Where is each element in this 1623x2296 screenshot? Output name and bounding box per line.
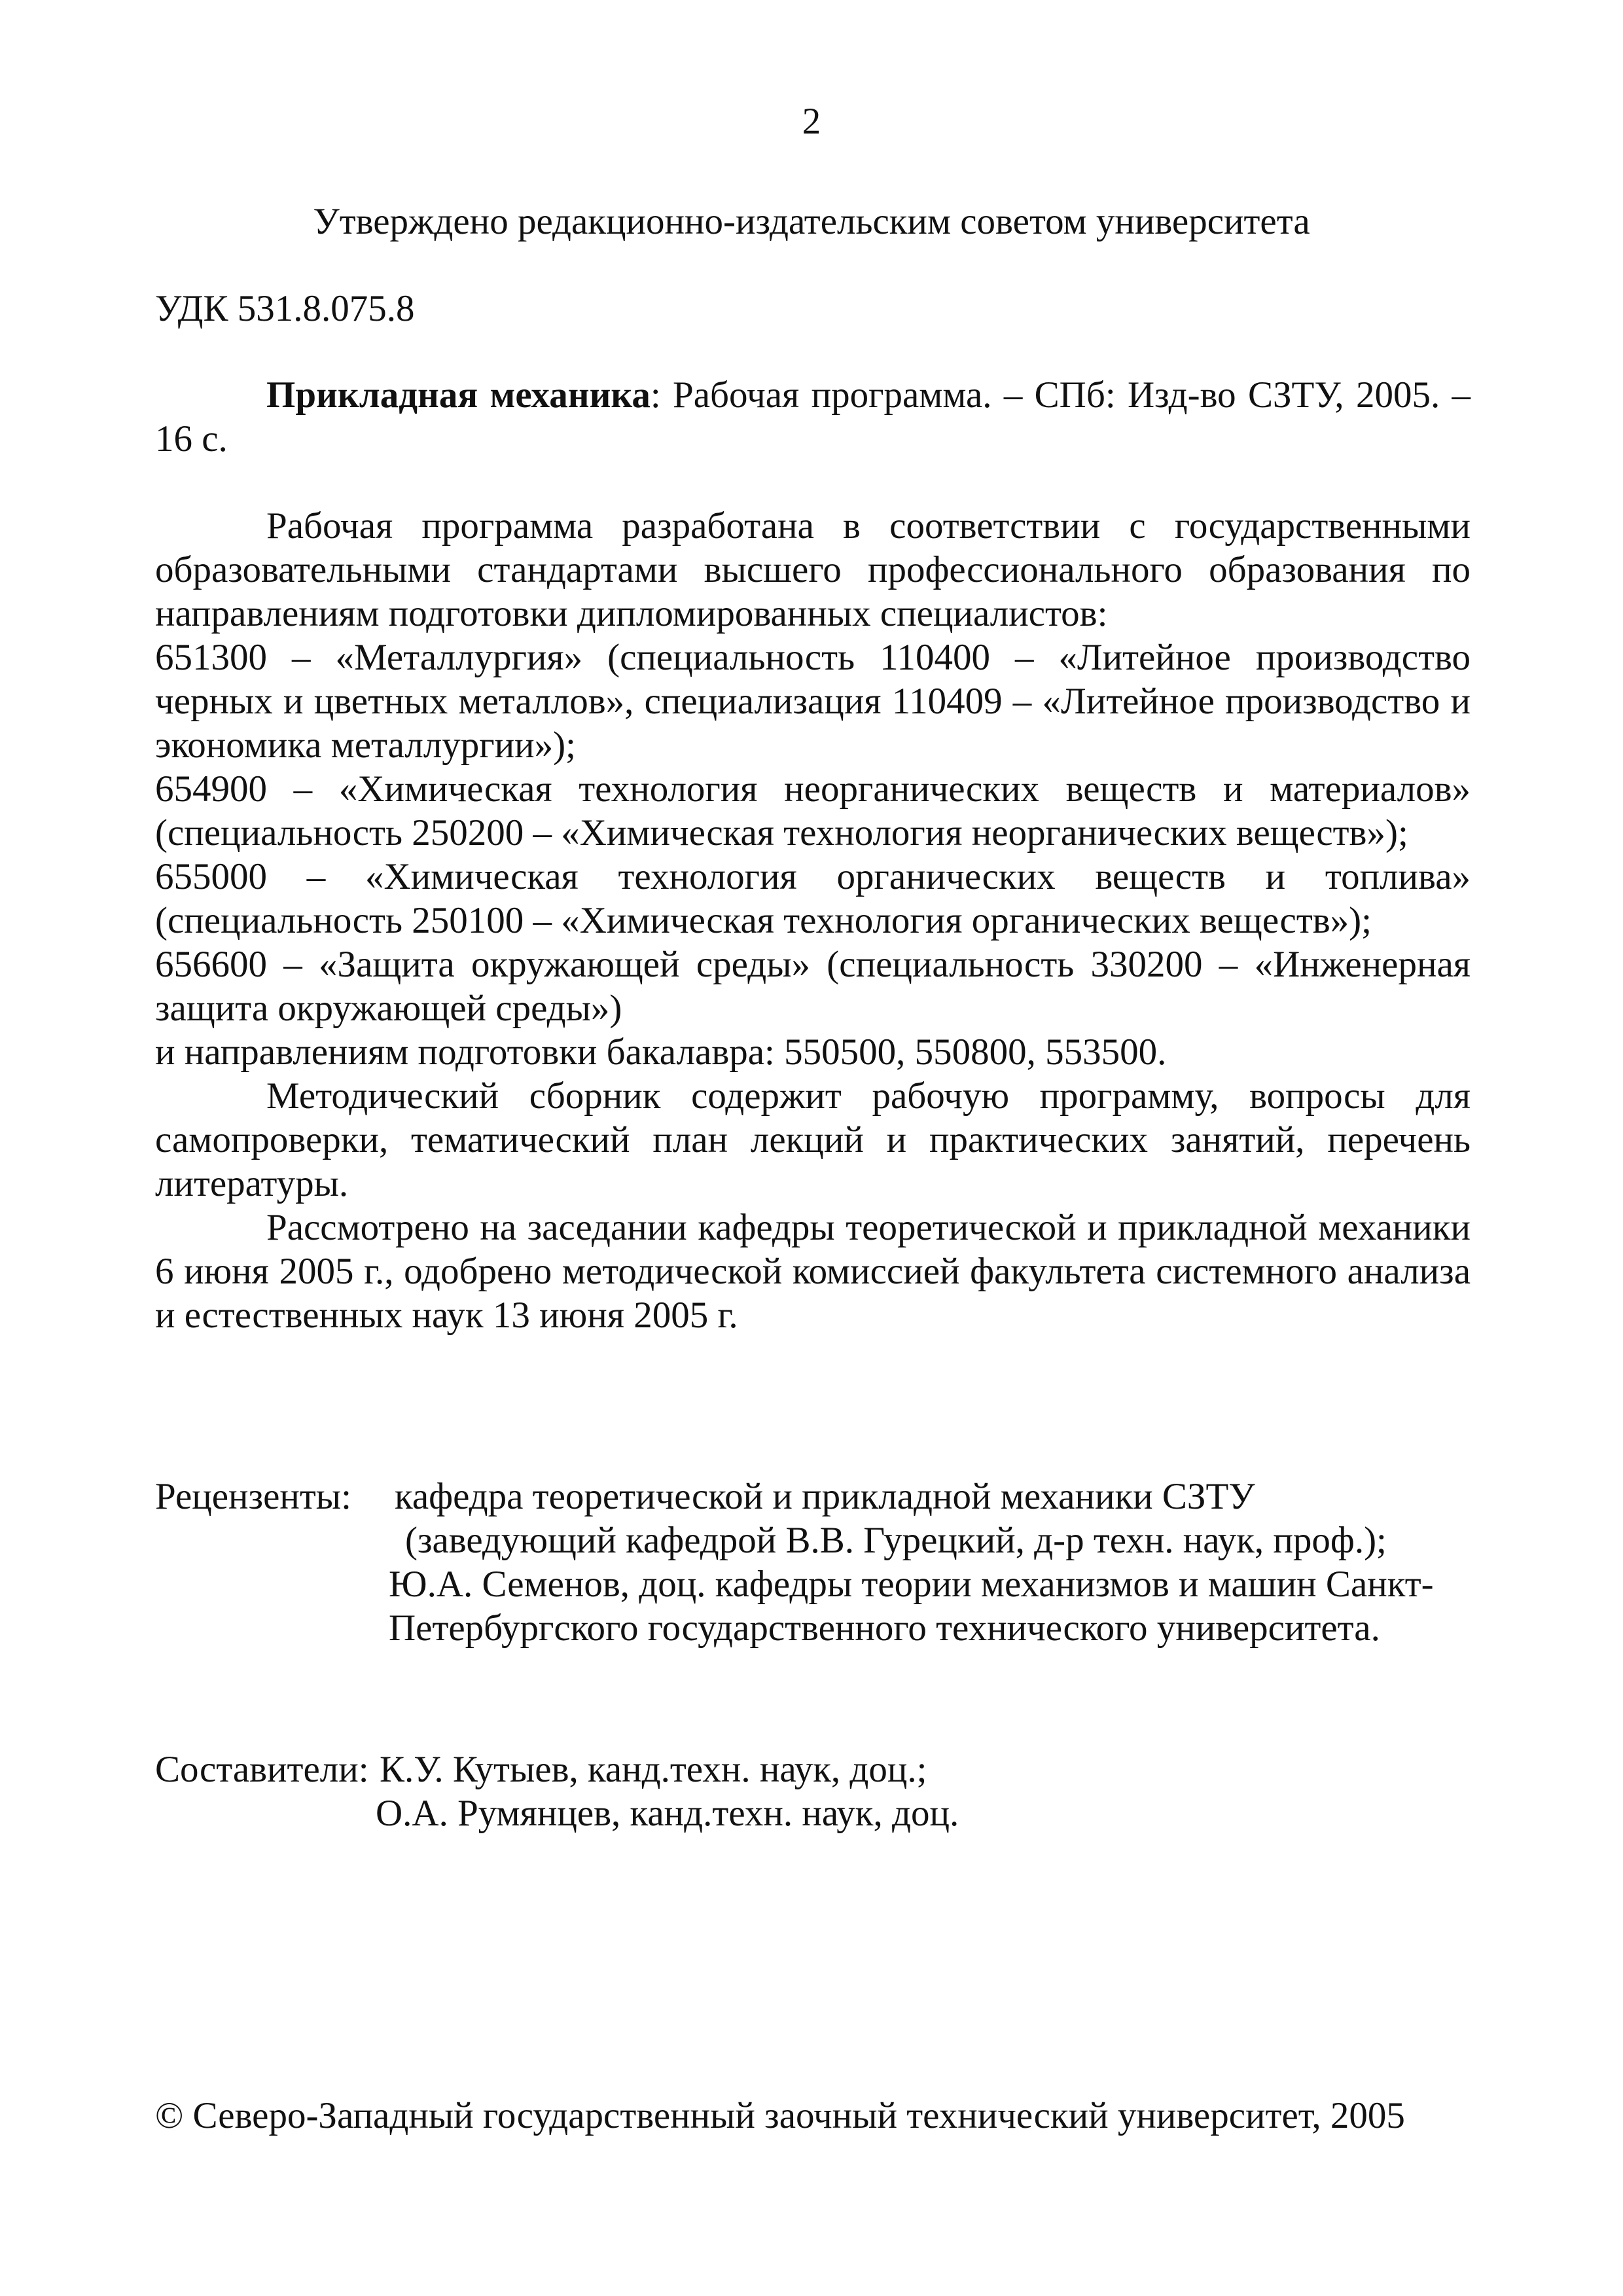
bibliographic-details: : Рабочая программа. – СПб: Изд-во СЗТУ, 2005. – 16 с. — [155, 374, 1471, 459]
copyright-notice: © Северо-Западный государственный заочный технический университет, 2005 — [155, 2095, 1405, 2136]
reviewer-line: кафедра теоретической и прикладной механики СЗТУ — [395, 1476, 1255, 1517]
book-title: Прикладная механика — [266, 374, 651, 416]
compiler-line: О.А. Румянцев, канд.техн. наук, доц. — [376, 1793, 959, 1834]
compilers-label: Составители: — [155, 1749, 369, 1790]
annotation-paragraph-contents: Методический сборник содержит рабочую программу, вопросы для самопроверки, тематический план лекций и практических занятий, перечень литературы. — [155, 1075, 1471, 1204]
reviewer-line: (заведующий кафедрой В.В. Гурецкий, д-р техн. наук, проф.); — [405, 1520, 1387, 1561]
approval-line: Утверждено редакционно-издательским советом университета — [313, 201, 1310, 242]
specialty-item-651300: 651300 – «Металлургия» (специальность 110400 – «Литейное производство черных и цветных металлов», специализация 110409 – «Литейное производство и экономика металлургии»); — [155, 637, 1471, 766]
annotation-paragraph-intro: Рабочая программа разработана в соответствии с государственными образовательными стандартами высшего профессионального образования по направлениям подготовки дипломированных специалистов: — [155, 505, 1471, 634]
reviewers-list — [389, 1475, 1488, 1650]
specialty-item-655000: 655000 – «Химическая технология органических веществ и топлива» (специальность 250100 – «Химическая технология органических веществ»); — [155, 856, 1471, 941]
reviewers-label: Рецензенты: — [155, 1476, 351, 1517]
annotation-paragraph-approval: Рассмотрено на заседании кафедры теоретической и прикладной механики 6 июня 2005 г., одобрено методической комиссией факультета системного анализа и естественных наук 13 июня 2005 г. — [155, 1207, 1471, 1336]
annotation-block — [155, 504, 1471, 1337]
bibliographic-record — [155, 373, 1471, 461]
specialty-item-654900: 654900 – «Химическая технология неорганических веществ и материалов» (специальность 250200 – «Химическая технология неорганических веществ»); — [155, 768, 1471, 853]
reviewer-line: Петербургского государственного технического университета. — [389, 1607, 1380, 1649]
bachelor-directions: и направлениям подготовки бакалавра: 550500, 550800, 553500. — [155, 1031, 1167, 1073]
compilers-list — [376, 1748, 959, 1835]
reviewer-line: Ю.А. Семенов, доц. кафедры теории механизмов и машин Санкт- — [389, 1564, 1434, 1605]
page-number: 2 — [802, 101, 821, 142]
compiler-line: К.У. Кутыев, канд.техн. наук, доц.; — [380, 1749, 927, 1790]
specialty-item-656600: 656600 – «Защита окружающей среды» (специальность 330200 – «Инженерная защита окружающей среды») — [155, 944, 1471, 1029]
udk-code: УДК 531.8.075.8 — [155, 288, 415, 329]
